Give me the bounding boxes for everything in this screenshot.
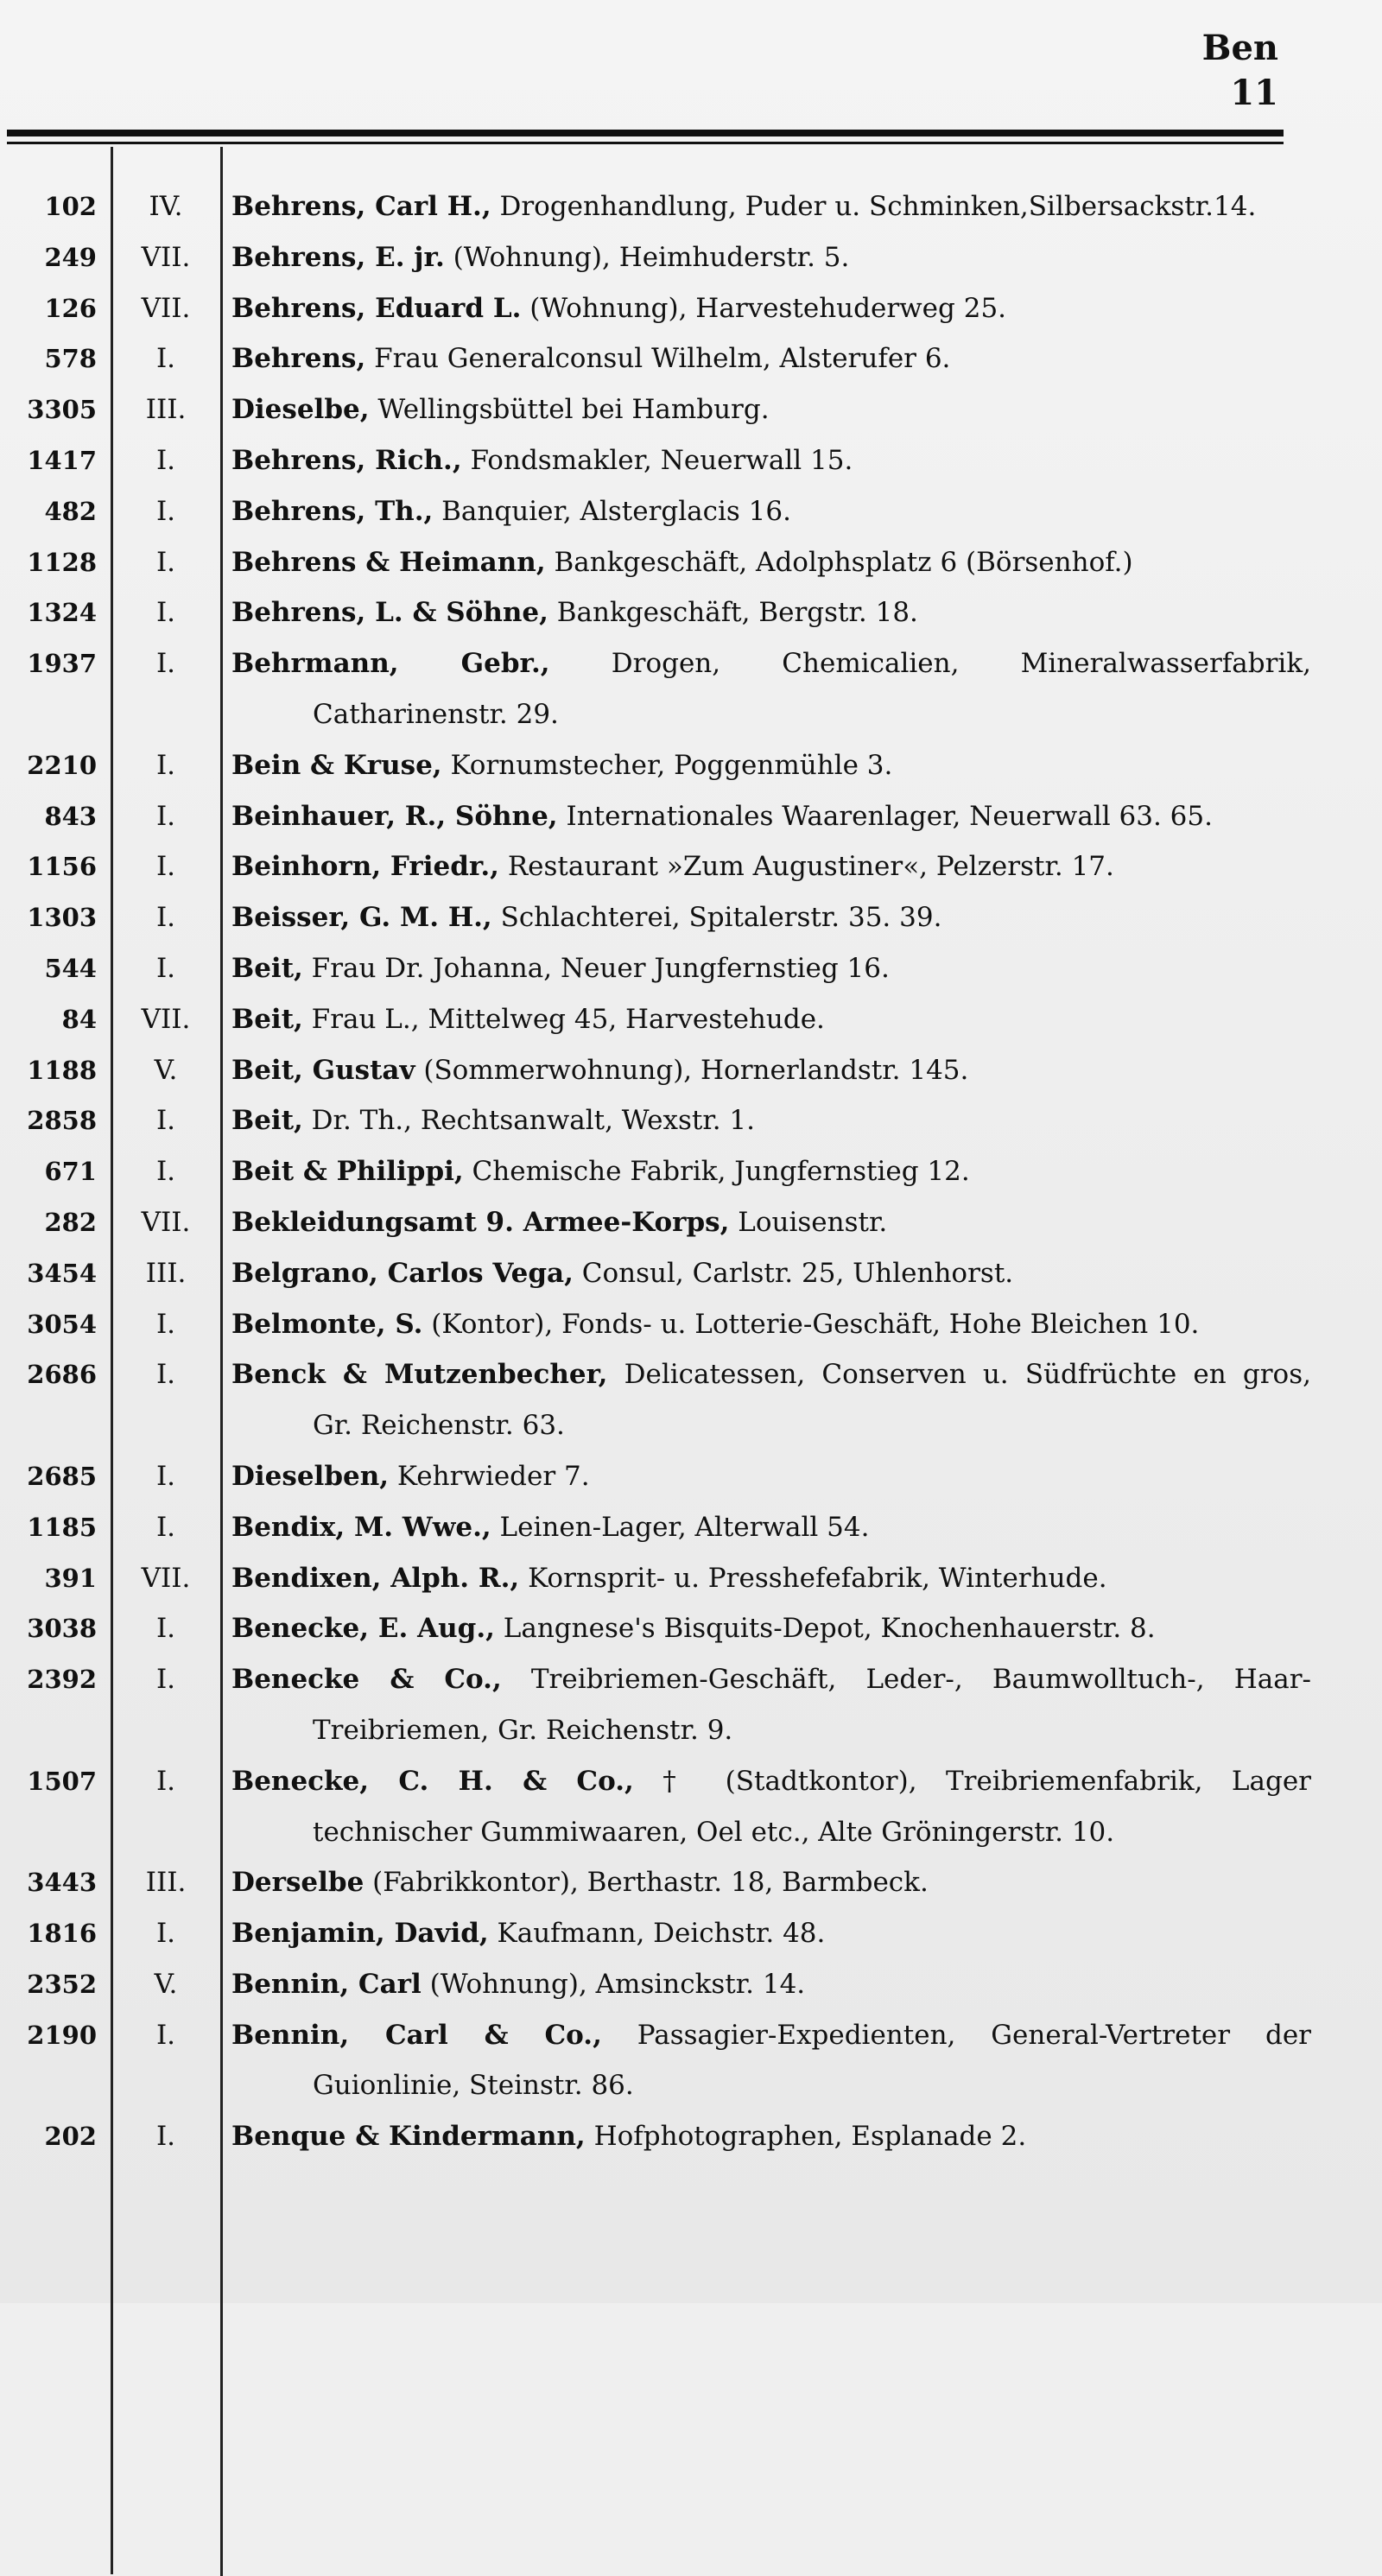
entry-text: [231, 1146, 1311, 1197]
telephone-number: 2190: [27, 2020, 97, 2050]
entry-continuation: Guionlinie, Steinstr. 86.: [313, 2070, 634, 2102]
telephone-number: 3054: [27, 1309, 97, 1339]
directory-entry: [0, 384, 1382, 435]
entry-description: Hofphotographen, Esplanade 2.: [585, 2121, 1027, 2153]
entry-text: [231, 2010, 1311, 2061]
entry-name: Benecke & Co.,: [231, 1664, 502, 1696]
entry-description: Kornsprit- u. Presshefefabrik, Winterhude.: [519, 1562, 1107, 1594]
entry-text: [231, 486, 1311, 537]
entry-name: Belmonte, S.: [231, 1308, 423, 1340]
entry-name: Beit,: [231, 1105, 303, 1137]
district-number: I.: [155, 1460, 176, 1492]
entry-name: Belgrano, Carlos Vega,: [231, 1257, 574, 1289]
entry-name: Beit,: [231, 952, 303, 984]
entry-text: [231, 1451, 1311, 1502]
entry-description: Internationales Waarenlager, Neuerwall 63. 65.: [557, 800, 1213, 832]
entry-text: [231, 1299, 1311, 1350]
directory-entry: [0, 2111, 1382, 2162]
telephone-number: 1507: [27, 1766, 97, 1796]
header-rule-thick: [7, 130, 1284, 136]
telephone-number: 1937: [27, 649, 97, 679]
entry-name: Beit & Philippi,: [231, 1156, 464, 1188]
district-number: I.: [155, 1613, 176, 1645]
district-number: IV.: [149, 191, 183, 222]
telephone-number: 202: [44, 2122, 97, 2152]
entry-text: [231, 841, 1311, 892]
telephone-number: 1128: [27, 547, 97, 577]
entry-text: [231, 384, 1311, 435]
district-number: V.: [154, 1054, 178, 1086]
district-number: I.: [155, 546, 176, 578]
telephone-number: 2352: [27, 1969, 97, 1999]
telephone-number: 391: [44, 1563, 97, 1593]
district-number: I.: [155, 495, 176, 527]
entry-text: [231, 1095, 1311, 1146]
telephone-number: 249: [44, 242, 97, 272]
directory-entry: [0, 892, 1382, 943]
directory-entry: [0, 333, 1382, 384]
district-number: I.: [155, 952, 176, 984]
directory-entry: [0, 1299, 1382, 1350]
district-number: VII.: [141, 292, 191, 324]
telephone-number: 3454: [27, 1258, 97, 1288]
district-number: I.: [155, 1156, 176, 1188]
entry-description: Wellingsbüttel bei Hamburg.: [369, 394, 770, 426]
entry-description: Frau Generalconsul Wilhelm, Alsterufer 6.: [365, 343, 951, 375]
district-number: I.: [155, 1105, 176, 1137]
telephone-number: 3305: [27, 395, 97, 425]
district-number: I.: [155, 851, 176, 883]
entry-description: Langnese's Bisquits-Depot, Knochenhauerstr. 8.: [494, 1613, 1156, 1645]
telephone-number: 1816: [27, 1919, 97, 1949]
entry-description: Louisenstr.: [729, 1206, 888, 1238]
telephone-number: 2685: [27, 1461, 97, 1491]
entry-text: [231, 638, 1311, 689]
entry-description: Frau L., Mittelweg 45, Harvestehude.: [302, 1003, 825, 1035]
entry-text: [231, 1553, 1311, 1604]
entry-text: [231, 1756, 1311, 1807]
telephone-number: 126: [44, 293, 97, 323]
directory-entry: [0, 1654, 1382, 1756]
entry-name: Derselbe: [231, 1867, 365, 1899]
telephone-number: 671: [44, 1157, 97, 1187]
telephone-number: 578: [44, 344, 97, 374]
entry-continuation: Gr. Reichenstr. 63.: [313, 1410, 565, 1442]
entry-continuation: Treibriemen, Gr. Reichenstr. 9.: [313, 1714, 733, 1746]
directory-entry: [0, 1248, 1382, 1299]
entry-description: (Wohnung), Amsinckstr. 14.: [421, 1968, 806, 2000]
entry-text: [231, 181, 1311, 232]
directory-entry: [0, 994, 1382, 1045]
entry-text: [231, 1654, 1311, 1705]
entry-description: † (Stadtkontor), Treibriemenfabrik, Lager: [633, 1765, 1311, 1797]
entry-description: Passagier-Expedienten, General-Vertreter der: [601, 2019, 1311, 2051]
entry-name: Beinhorn, Friedr.,: [231, 851, 499, 883]
entry-description: Chemische Fabrik, Jungfernstieg 12.: [463, 1156, 970, 1188]
telephone-number: 2392: [27, 1665, 97, 1695]
district-number: I.: [155, 1918, 176, 1950]
page-header: [1202, 26, 1278, 116]
district-number: I.: [155, 800, 176, 832]
entry-description: Kehrwieder 7.: [389, 1460, 590, 1492]
directory-entry: [0, 435, 1382, 486]
entry-text: [231, 1248, 1311, 1299]
directory-entry: [0, 1349, 1382, 1451]
district-number: III.: [145, 1867, 187, 1899]
entry-text: [231, 1197, 1311, 1248]
district-number: VII.: [141, 1206, 191, 1238]
directory-entry: [0, 791, 1382, 842]
entry-text: [231, 1959, 1311, 2010]
entry-list: [0, 181, 1382, 2162]
entry-description: Consul, Carlstr. 25, Uhlenhorst.: [573, 1257, 1014, 1289]
directory-entry: [0, 1502, 1382, 1553]
entry-name: Behrens, E. jr.: [231, 241, 445, 273]
telephone-number: 102: [44, 192, 97, 221]
directory-entry: [0, 1857, 1382, 1908]
entry-name: Behrens, Carl H.,: [231, 191, 491, 222]
entry-name: Bendix, M. Wwe.,: [231, 1511, 491, 1543]
district-number: I.: [155, 2121, 176, 2153]
telephone-number: 1156: [27, 852, 97, 882]
district-number: I.: [155, 1359, 176, 1391]
directory-entry: [0, 1553, 1382, 1604]
entry-description: Bankgeschäft, Adolphsplatz 6 (Börsenhof.): [545, 546, 1133, 578]
district-number: III.: [145, 1257, 187, 1289]
telephone-number: 84: [61, 1004, 97, 1034]
entry-description: Kornumstecher, Poggenmühle 3.: [441, 749, 893, 781]
district-number: VII.: [141, 1003, 191, 1035]
entry-text: [231, 2111, 1311, 2162]
entry-description: (Wohnung), Heimhuderstr. 5.: [444, 241, 850, 273]
district-number: I.: [155, 1664, 176, 1696]
entry-name: Benecke, E. Aug.,: [231, 1613, 495, 1645]
entry-text: [231, 283, 1311, 334]
entry-description: (Kontor), Fonds- u. Lotterie-Geschäft, Hohe Bleichen 10.: [422, 1308, 1200, 1340]
entry-continuation: technischer Gummiwaaren, Oel etc., Alte Gröningerstr. 10.: [313, 1816, 1115, 1848]
telephone-number: 1324: [27, 598, 97, 628]
entry-text: [231, 1349, 1311, 1400]
directory-entry: [0, 943, 1382, 994]
entry-description: Drogenhandlung, Puder u. Schminken,Silbersackstr.14.: [491, 191, 1257, 222]
entry-name: Behrens, Eduard L.: [231, 292, 522, 324]
directory-entry: [0, 587, 1382, 638]
telephone-number: 1303: [27, 903, 97, 933]
directory-entry: [0, 1451, 1382, 1502]
entry-name: Behrmann, Gebr.,: [231, 648, 550, 680]
directory-entry: [0, 486, 1382, 537]
district-number: I.: [155, 1511, 176, 1543]
district-number: V.: [154, 1968, 178, 2000]
telephone-number: 482: [44, 496, 97, 526]
district-number: I.: [155, 648, 176, 680]
entry-text: [231, 1908, 1311, 1959]
entry-continuation: Catharinenstr. 29.: [313, 698, 559, 730]
directory-entry: [0, 638, 1382, 740]
entry-description: Drogen, Chemicalien, Mineralwasserfabrik,: [549, 648, 1311, 680]
entry-name: Behrens, Rich.,: [231, 444, 462, 476]
directory-entry: [0, 537, 1382, 588]
entry-name: Dieselbe,: [231, 394, 370, 426]
telephone-number: 3038: [27, 1614, 97, 1644]
entry-description: Fondsmakler, Neuerwall 15.: [461, 444, 853, 476]
telephone-number: 282: [44, 1207, 97, 1237]
header-rule-thin: [7, 142, 1284, 144]
entry-text: [231, 1857, 1311, 1908]
entry-text: [231, 537, 1311, 588]
directory-entry: [0, 1146, 1382, 1197]
district-number: I.: [155, 1308, 176, 1340]
directory-entry: [0, 1959, 1382, 2010]
telephone-number: 1417: [27, 445, 97, 475]
telephone-number: 1185: [27, 1512, 97, 1542]
entry-text: [231, 943, 1311, 994]
entry-description: (Sommerwohnung), Hornerlandstr. 145.: [415, 1054, 969, 1086]
entry-text: [231, 1502, 1311, 1553]
entry-description: Dr. Th., Rechtsanwalt, Wexstr. 1.: [302, 1105, 756, 1137]
entry-name: Benecke, C. H. & Co.,: [231, 1765, 634, 1797]
entry-name: Bennin, Carl: [231, 1968, 422, 2000]
entry-name: Beisser, G. M. H.,: [231, 902, 492, 934]
header-keyword: Ben: [1201, 28, 1278, 68]
entry-text: [231, 333, 1311, 384]
directory-entry: [0, 1095, 1382, 1146]
entry-text: [231, 1045, 1311, 1096]
entry-description: (Fabrikkontor), Berthastr. 18, Barmbeck.: [364, 1867, 929, 1899]
entry-name: Benque & Kindermann,: [231, 2121, 586, 2153]
directory-entry: [0, 1603, 1382, 1654]
directory-entry: [0, 232, 1382, 283]
entry-description: Treibriemen-Geschäft, Leder-, Baumwolltuch-, Haar-: [501, 1664, 1311, 1696]
entry-name: Benjamin, David,: [231, 1918, 489, 1950]
entry-name: Bein & Kruse,: [231, 749, 442, 781]
district-number: I.: [155, 902, 176, 934]
directory-entry: [0, 1197, 1382, 1248]
entry-description: Schlachterei, Spitalerstr. 35. 39.: [491, 902, 942, 934]
directory-entry: [0, 1908, 1382, 1959]
directory-entry: [0, 181, 1382, 232]
district-number: III.: [145, 394, 187, 426]
entry-name: Bendixen, Alph. R.,: [231, 1562, 520, 1594]
entry-description: Frau Dr. Johanna, Neuer Jungfernstieg 16.: [302, 952, 890, 984]
telephone-number: 2858: [27, 1106, 97, 1136]
entry-name: Beit, Gustav: [231, 1054, 415, 1086]
entry-description: Banquier, Alsterglacis 16.: [433, 495, 791, 527]
telephone-number: 1188: [27, 1055, 97, 1085]
page-number: 11: [1230, 73, 1278, 113]
district-number: I.: [155, 343, 176, 375]
entry-description: Restaurant »Zum Augustiner«, Pelzerstr. 17.: [498, 851, 1114, 883]
district-number: I.: [155, 444, 176, 476]
telephone-number: 843: [44, 801, 97, 831]
directory-entry: [0, 1756, 1382, 1858]
district-number: I.: [155, 749, 176, 781]
directory-entry: [0, 283, 1382, 334]
telephone-number: 544: [44, 953, 97, 983]
entry-text: [231, 892, 1311, 943]
entry-text: [231, 1603, 1311, 1654]
entry-name: Benck & Mutzenbecher,: [231, 1359, 608, 1391]
entry-name: Bennin, Carl & Co.,: [231, 2019, 602, 2051]
district-number: VII.: [141, 1562, 191, 1594]
telephone-number: 3443: [27, 1868, 97, 1898]
telephone-number: 2686: [27, 1360, 97, 1390]
entry-description: Leinen-Lager, Alterwall 54.: [491, 1511, 870, 1543]
district-number: I.: [155, 1765, 176, 1797]
entry-name: Bekleidungsamt 9. Armee-Korps,: [231, 1206, 730, 1238]
entry-description: (Wohnung), Harvestehuderweg 25.: [521, 292, 1007, 324]
entry-name: Behrens,: [231, 343, 366, 375]
entry-description: Bankgeschäft, Bergstr. 18.: [548, 597, 918, 629]
entry-text: [231, 994, 1311, 1045]
entry-description: Delicatessen, Conserven u. Südfrüchte en gros,: [607, 1359, 1311, 1391]
entry-text: [231, 587, 1311, 638]
entry-description: Kaufmann, Deichstr. 48.: [488, 1918, 826, 1950]
entry-text: [231, 740, 1311, 791]
entry-name: Beinhauer, R., Söhne,: [231, 800, 558, 832]
district-number: I.: [155, 597, 176, 629]
entry-name: Behrens & Heimann,: [231, 546, 546, 578]
telephone-number: 2210: [27, 750, 97, 780]
directory-entry: [0, 841, 1382, 892]
district-number: VII.: [141, 241, 191, 273]
entry-name: Dieselben,: [231, 1460, 390, 1492]
directory-entry: [0, 1045, 1382, 1096]
entry-text: [231, 435, 1311, 486]
directory-entry: [0, 740, 1382, 791]
entry-name: Behrens, Th.,: [231, 495, 434, 527]
directory-entry: [0, 2010, 1382, 2112]
entry-text: [231, 232, 1311, 283]
district-number: I.: [155, 2019, 176, 2051]
entry-text: [231, 791, 1311, 842]
entry-name: Beit,: [231, 1003, 303, 1035]
entry-name: Behrens, L. & Söhne,: [231, 597, 548, 629]
